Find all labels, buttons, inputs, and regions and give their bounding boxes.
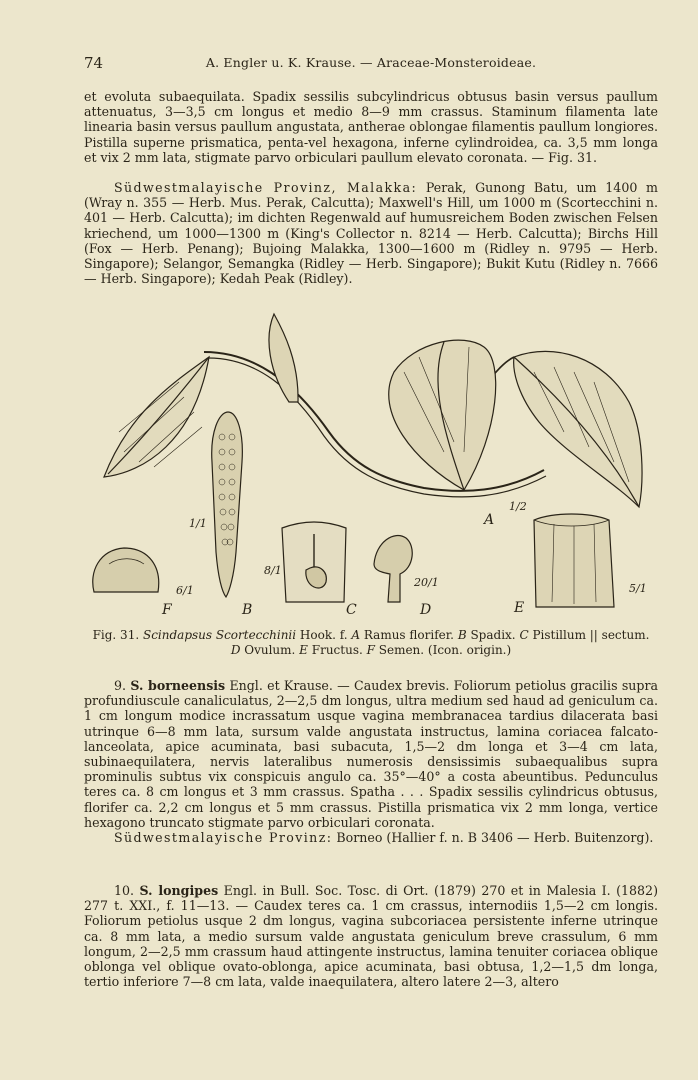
- scale-A: 1/2: [509, 500, 527, 513]
- paragraph-description: [84, 89, 658, 165]
- caption-F-letter: F: [366, 643, 375, 657]
- caption-C-letter: C: [519, 628, 529, 642]
- localities-text: [84, 180, 658, 286]
- species-9-description: [84, 678, 658, 830]
- caption-A-letter: A: [351, 628, 361, 642]
- page-number: 74: [84, 54, 104, 72]
- label-D: D: [420, 602, 432, 618]
- seed-F: [93, 548, 159, 592]
- caption-D-text: Ovulum.: [240, 643, 300, 657]
- caption-D-letter: D: [230, 643, 241, 657]
- paragraph-localities: [84, 180, 658, 286]
- species-10-text: Engl. in Bull. Soc. Tosc. di Ort. (1879) 270 et in Malesia I. (1882) 277 t. XXI., f. 11—13. — Caudex teres ca. 1 cm crassus, internodiis 1,5—2 cm longis. Foliorum petiolus usque 2 dm longus, vagina subcoriacea persistente inferne utrinque ca. 8 mm lata, a medio sursum valde angustata geniculum breve crassulum, 6 mm longum, 2—2,5 mm crassum haud attingente instructus, lamina tenuiter coriacea oblique oblonga vel oblique ovato-oblonga, apice acuminata, basi obtusa, 1,2—1,5 dm longa, tertio inferiore 7—8 cm lata, valde inaequilatera, altero latere 2—3, altero: [84, 883, 658, 990]
- scale-B: 1/1: [189, 517, 207, 530]
- leaf-left: [104, 357, 209, 477]
- caption-figure-number: Fig. 31.: [92, 628, 140, 642]
- label-B: B: [242, 602, 253, 618]
- caption-E-text: Fructus.: [307, 643, 367, 657]
- scale-D: 20/1: [414, 576, 439, 589]
- species-10-name: S. longipes: [139, 883, 219, 898]
- species-10-number: 10.: [114, 883, 140, 898]
- species-9-entry: [84, 678, 658, 845]
- caption-species: Scindapsus Scortecchinii: [142, 628, 297, 642]
- species-10-description: [84, 883, 658, 989]
- caption-B-letter: B: [457, 628, 467, 642]
- scale-C: 8/1: [264, 564, 282, 577]
- figure-caption: [84, 628, 658, 658]
- scale-F: 6/1: [176, 584, 194, 597]
- botanical-illustration: [84, 302, 658, 622]
- species-9-text: Engl. et Krause. — Caudex brevis. Foliorum petiolus gracilis supra profundiuscule canaliculatus, 2—2,5 dm longus, ultra medium sed haud ad geniculum ca. 1 cm longum modice incrassatum usque vagina membranacea tardius dilacerata basi utrinque 6—8 mm lata, sursum valde angustata instructus, lamina coriacea falcato-lanceolata, apice acuminata, basi subacuta, 1,5—2 dm longa et 3—4 cm lata, subinaequilatera, nervis lateralibus numerosis densissimis subaequalibus supra prominulis subtus vix conspicuis angulo ca. 35°—40° a costa abeuntibus. Pedunculus teres ca. 8 cm longus et 3 mm crassus. Spatha . . . Spadix sessilis cylindricus obtusus, florifer ca. 2,2 cm longus et 5 mm crassus. Pistilla prismatica vix 2 mm longa, vertice hexagono truncato stigmate parvo orbiculari coronata.: [84, 678, 658, 830]
- running-head: A. Engler u. K. Krause. — Araceae-Monsteroideae.: [205, 55, 537, 70]
- spadix-B: [212, 412, 243, 597]
- species-9-localities: [84, 830, 658, 845]
- label-E: E: [514, 600, 525, 616]
- caption-author: Hook. f.: [296, 628, 352, 642]
- page-header: [84, 54, 658, 74]
- species-9-loc-text: Borneo (Hallier f. n. B 3406 — Herb. Buitenzorg).: [332, 830, 654, 846]
- species-9-name: S. borneensis: [130, 678, 226, 693]
- caption-E-letter: E: [299, 643, 308, 657]
- label-A: A: [484, 512, 495, 528]
- label-F: F: [162, 602, 172, 618]
- spathe: [269, 314, 298, 402]
- caption-C-text: Pistillum || sectum.: [528, 628, 650, 642]
- localities-body: Perak, Gunong Batu, um 1400 m (Wray n. 355 — Herb. Mus. Perak, Calcutta); Maxwell's Hill, um 1000 m (Scortecchini n. 401 — Herb. Calcutta); im dichten Regenwald auf humusreichem Boden zwischen Felsen kriechend, um 1000—1300 m (King's Collector n. 8214 — Herb. Calcutta); Birchs Hill (Fox — Herb. Penang); Bujoing Malakka, 1300—1600 m (Ridley n. 9795 — Herb. Singapore); Selangor, Semangka (Ridley — Herb. Singapore); Bukit Kutu (Ridley n. 7666 — Herb. Singapore); Kedah Peak (Ridley).: [84, 180, 659, 287]
- species-10-entry: [84, 883, 658, 989]
- caption-A-text: Ramus florifer.: [360, 628, 458, 642]
- species-9-number: 9.: [114, 678, 131, 693]
- region-heading: Südwestmalayische Provinz, Malakka:: [114, 180, 418, 195]
- scale-E: 5/1: [629, 582, 647, 595]
- figure-31: [84, 302, 658, 622]
- ovule-D: [374, 536, 412, 602]
- species-9-region: Südwestmalayische Provinz:: [114, 830, 333, 846]
- caption-F-text: Semen. (Icon. origin.): [374, 643, 512, 657]
- label-C: C: [346, 602, 357, 618]
- caption-B-text: Spadix.: [466, 628, 520, 642]
- paragraph-text: et evoluta subaequilata. Spadix sessilis subcylindricus obtusus basin versus paullum attenuatus, 3—3,5 cm longus et medio 8—9 mm crassus. Staminum filamenta late linearia basin versus paullum angustata, antherae oblongae filamentis paullum longiores. Pistilla superne prismatica, penta-vel hexagona, inferne cylindroidea, ca. 3,5 mm longa et vix 2 mm lata, stigmate parvo orbiculari paullum elevato coronata. — Fig. 31.: [84, 89, 658, 165]
